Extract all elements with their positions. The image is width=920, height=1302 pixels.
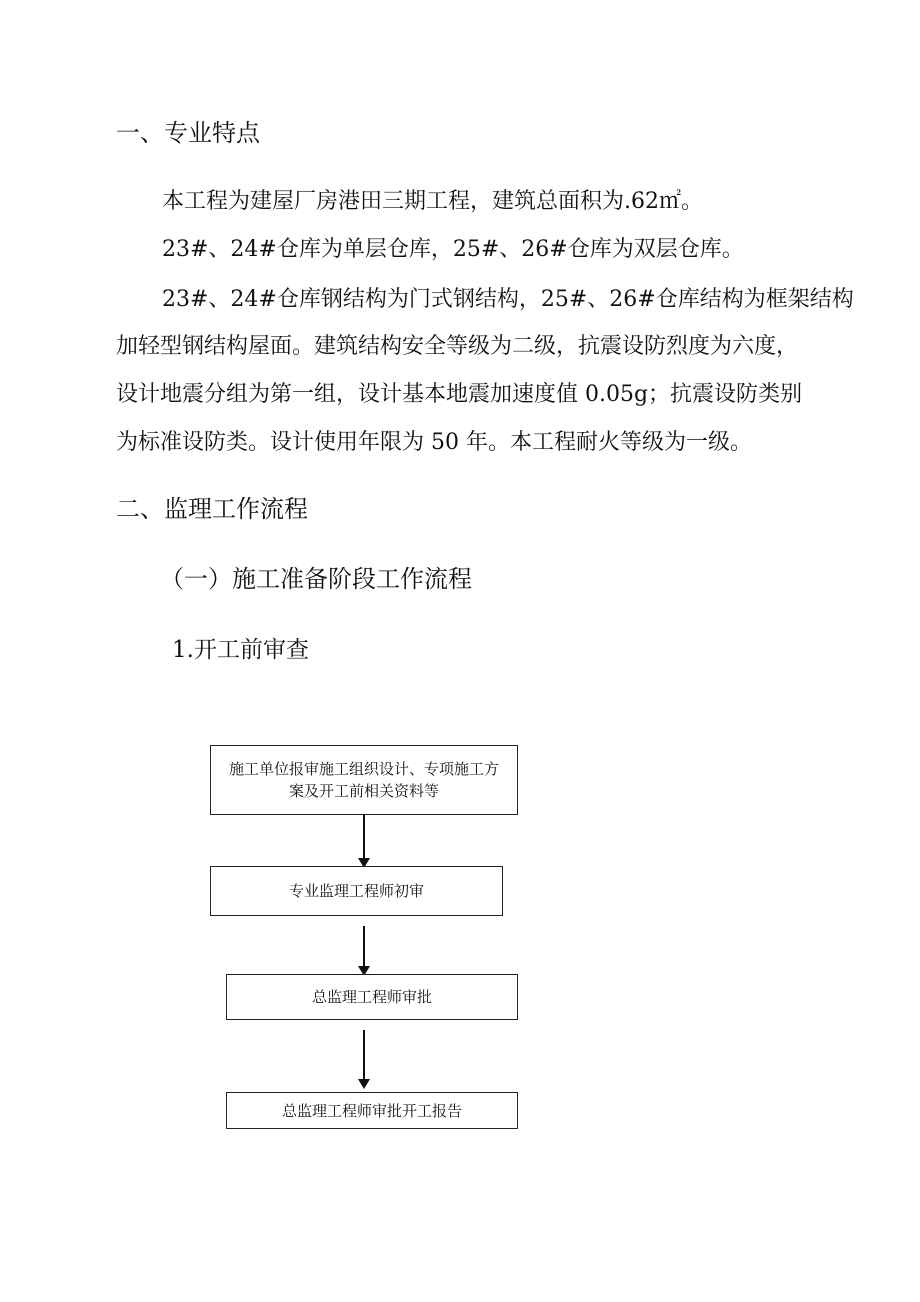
- flow-step-text: 总监理工程师审批: [311, 988, 432, 1006]
- flow-step-2: [210, 866, 503, 916]
- flow-arrow-down-icon: [363, 1030, 365, 1087]
- list-item-heading: 1.开工前审查: [172, 637, 309, 663]
- paragraph-line: 本工程为建屋厂房港田三期工程，建筑总面积为.62㎡。: [162, 189, 703, 214]
- flow-step-1: [210, 745, 518, 815]
- flow-step-text: 案及开工前相关资料等: [288, 782, 439, 800]
- flow-arrow-down-icon: [363, 926, 365, 974]
- paragraph-line: 23#、24#仓库为单层仓库，25#、26#仓库为双层仓库。: [162, 237, 744, 262]
- paragraph-line: 23#、24#仓库钢结构为门式钢结构，25#、26#仓库结构为框架结构: [162, 287, 854, 312]
- paragraph-line: 为标准设防类。设计使用年限为 50 年。本工程耐火等级为一级。: [116, 430, 752, 455]
- flow-step-3: [226, 974, 518, 1020]
- paragraph-line: 设计地震分组为第一组，设计基本地震加速度值 0.05g；抗震设防类别: [116, 382, 803, 407]
- paragraph-line: 加轻型钢结构屋面。建筑结构安全等级为二级，抗震设防烈度为六度，: [116, 334, 799, 359]
- section-heading-2: 二、监理工作流程: [116, 495, 308, 523]
- flow-step-4: [226, 1092, 518, 1129]
- flow-step-text: 总监理工程师审批开工报告: [281, 1101, 462, 1120]
- section-heading-1: 一、专业特点: [116, 119, 260, 147]
- flow-step-text: 专业监理工程师初审: [288, 882, 424, 900]
- subsection-heading: （一）施工准备阶段工作流程: [160, 565, 472, 593]
- flow-arrow-down-icon: [363, 815, 365, 866]
- flow-step-text: 施工单位报审施工组织设计、专项施工方: [228, 760, 499, 778]
